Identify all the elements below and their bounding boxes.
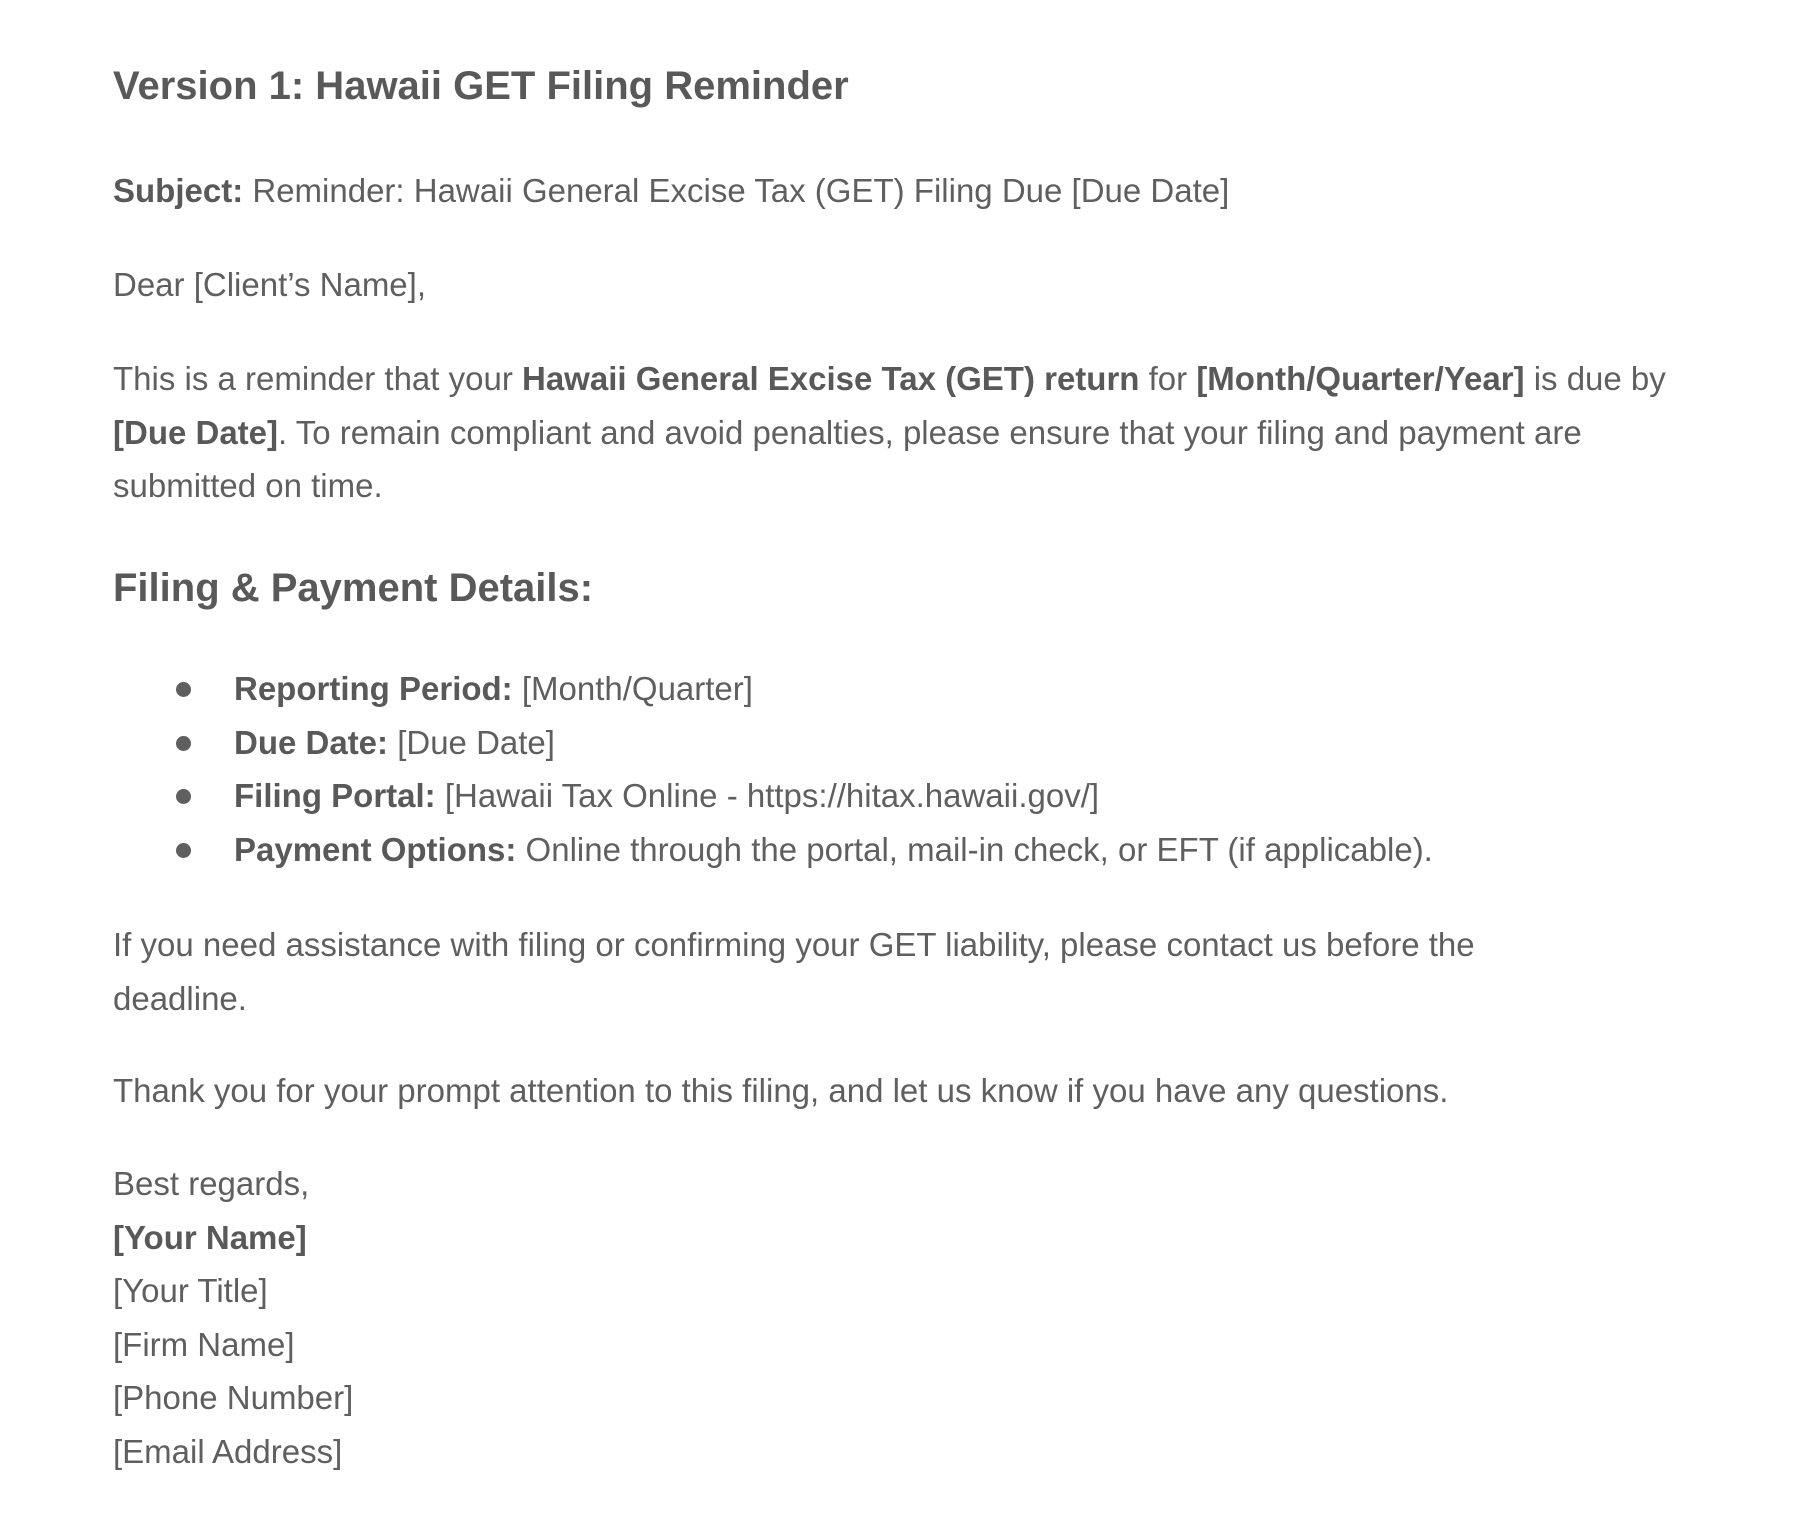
signature-firm: [Firm Name] [113, 1325, 295, 1363]
intro-bold-period: [Month/Quarter/Year] [1196, 360, 1525, 397]
list-item [113, 769, 1433, 823]
list-item [113, 662, 1433, 716]
subject-line [113, 164, 1229, 217]
signature-block [113, 1157, 353, 1478]
detail-value: [Hawaii Tax Online - https://hitax.hawaii.gov/] [435, 777, 1100, 814]
detail-value: [Due Date] [388, 723, 555, 761]
detail-label: Filing Portal: [234, 777, 436, 814]
greeting: Dear [Client’s Name], [113, 266, 427, 303]
detail-label: Payment Options: [234, 830, 517, 868]
detail-label: Due Date: [234, 723, 389, 761]
signature-name [113, 1211, 353, 1265]
intro-text-2: for [1139, 360, 1197, 397]
signature-email: [Email Address] [113, 1432, 343, 1470]
intro-text-4: . To remain compliant and avoid penalties, please ensure that your filing and payment are submitted on time. [113, 413, 1582, 504]
detail-value: Online through the portal, mail-in check, or EFT (if applicable). [516, 830, 1433, 868]
intro-text-3: is due by [1524, 360, 1666, 397]
intro-text-1: This is a reminder that your [113, 360, 522, 397]
list-item [113, 823, 1433, 877]
signature-name-text: [Your Name] [113, 1218, 307, 1256]
list-item [113, 716, 1433, 770]
signature-phone: [Phone Number] [113, 1379, 354, 1416]
signature-closing: Best regards, [113, 1165, 310, 1202]
intro-paragraph [113, 352, 1713, 513]
subject-text: Reminder: Hawaii General Excise Tax (GET) Filing Due [Due Date] [243, 172, 1230, 209]
bullet-icon [176, 843, 191, 858]
signature-title: [Your Title] [113, 1272, 268, 1309]
intro-bold-return: Hawaii General Excise Tax (GET) return [522, 360, 1140, 397]
intro-bold-due-date: [Due Date] [113, 413, 279, 451]
assistance-paragraph: If you need assistance with filing or confirming your GET liability, please contact us before the deadline. [113, 926, 1475, 1017]
details-list [113, 662, 1433, 876]
document-title: Version 1: Hawaii GET Filing Reminder [113, 64, 849, 108]
bullet-icon [176, 789, 191, 804]
bullet-icon [176, 736, 191, 751]
subject-label: Subject: [113, 172, 244, 209]
detail-value: [Month/Quarter] [512, 670, 753, 707]
thanks-paragraph: Thank you for your prompt attention to this filing, and let us know if you have any questions. [113, 1072, 1449, 1109]
details-heading: Filing & Payment Details: [113, 566, 594, 610]
detail-label: Reporting Period: [234, 670, 513, 707]
bullet-icon [176, 682, 191, 697]
